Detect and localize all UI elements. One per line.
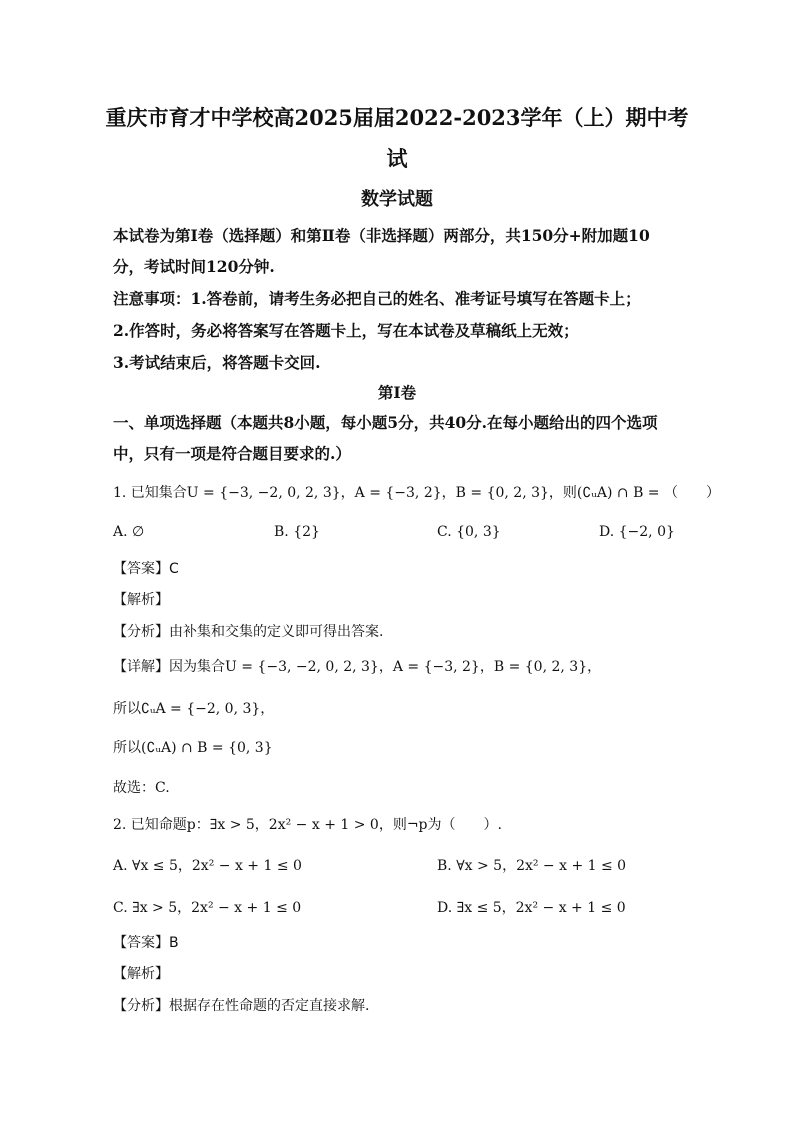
part-title: 第Ⅰ卷 [377,383,417,402]
q2-option-a: A. ∀x ≤ 5，2x² − x + 1 ≤ 0 [113,858,302,874]
exam-title-line1: 重庆市育才中学校高2025届届2022-2023学年（上）期中考 [105,105,689,130]
q1-option-c: C. {0, 3} [437,524,501,540]
section-line2: 中，只有一项是符合题目要求的.） [113,444,351,463]
q1-step2: 所以(∁ᵤA) ∩ B = {0, 3} [113,740,273,756]
notice-3: 3.考试结束后，将答题卡交回. [113,353,321,372]
notice-2: 2.作答时，务必将答案写在答题卡上，写在本试卷及草稿纸上无效； [113,321,579,340]
q1-fenxi: 【分析】由补集和交集的定义即可得出答案. [113,624,384,640]
q1-step1: 所以∁ᵤA = {−2, 0, 3}， [113,701,275,717]
q1-xiangjie: 【详解】因为集合U = {−3, −2, 0, 2, 3}，A = {−3, 2}，B = {0, 2, 3}， [113,659,602,675]
q1-answer: 【答案】C [113,561,179,577]
exam-title-line2: 试 [386,146,408,171]
intro-line1: 本试卷为第Ⅰ卷（选择题）和第Ⅱ卷（非选择题）两部分，共150分+附加题10 [113,226,650,245]
q2-answer: 【答案】B [113,935,179,951]
q2-analysis-label: 【解析】 [113,966,169,982]
q1-conclusion: 故选：C. [113,780,170,796]
q1-analysis-label: 【解析】 [113,592,169,608]
q2-stem: 2. 已知命题p：∃x > 5，2x² − x + 1 > 0，则¬p为（ ）. [113,817,502,833]
q2-option-b: B. ∀x > 5，2x² − x + 1 ≤ 0 [437,858,627,874]
q1-option-a: A. ∅ [113,524,145,540]
section-line1: 一、单项选择题（本题共8小题，每小题5分，共40分.在每小题给出的四个选项 [113,413,658,432]
q1-option-b: B. {2} [274,524,320,540]
q2-option-c: C. ∃x > 5，2x² − x + 1 ≤ 0 [113,900,302,916]
intro-line2: 分，考试时间120分钟. [113,257,275,276]
notice-1: 注意事项：1.答卷前，请考生务必把自己的姓名、准考证号填写在答题卡上； [113,289,641,308]
q2-fenxi: 【分析】根据存在性命题的否定直接求解. [113,998,370,1014]
q1-option-d: D. {−2, 0} [599,524,675,540]
q2-option-d: D. ∃x ≤ 5，2x² − x + 1 ≤ 0 [437,900,626,916]
exam-subject: 数学试题 [361,189,433,210]
q1-stem: 1. 已知集合U = {−3, −2, 0, 2, 3}，A = {−3, 2}，B = {0, 2, 3}，则(∁ᵤA) ∩ B = （ ） [113,485,720,501]
